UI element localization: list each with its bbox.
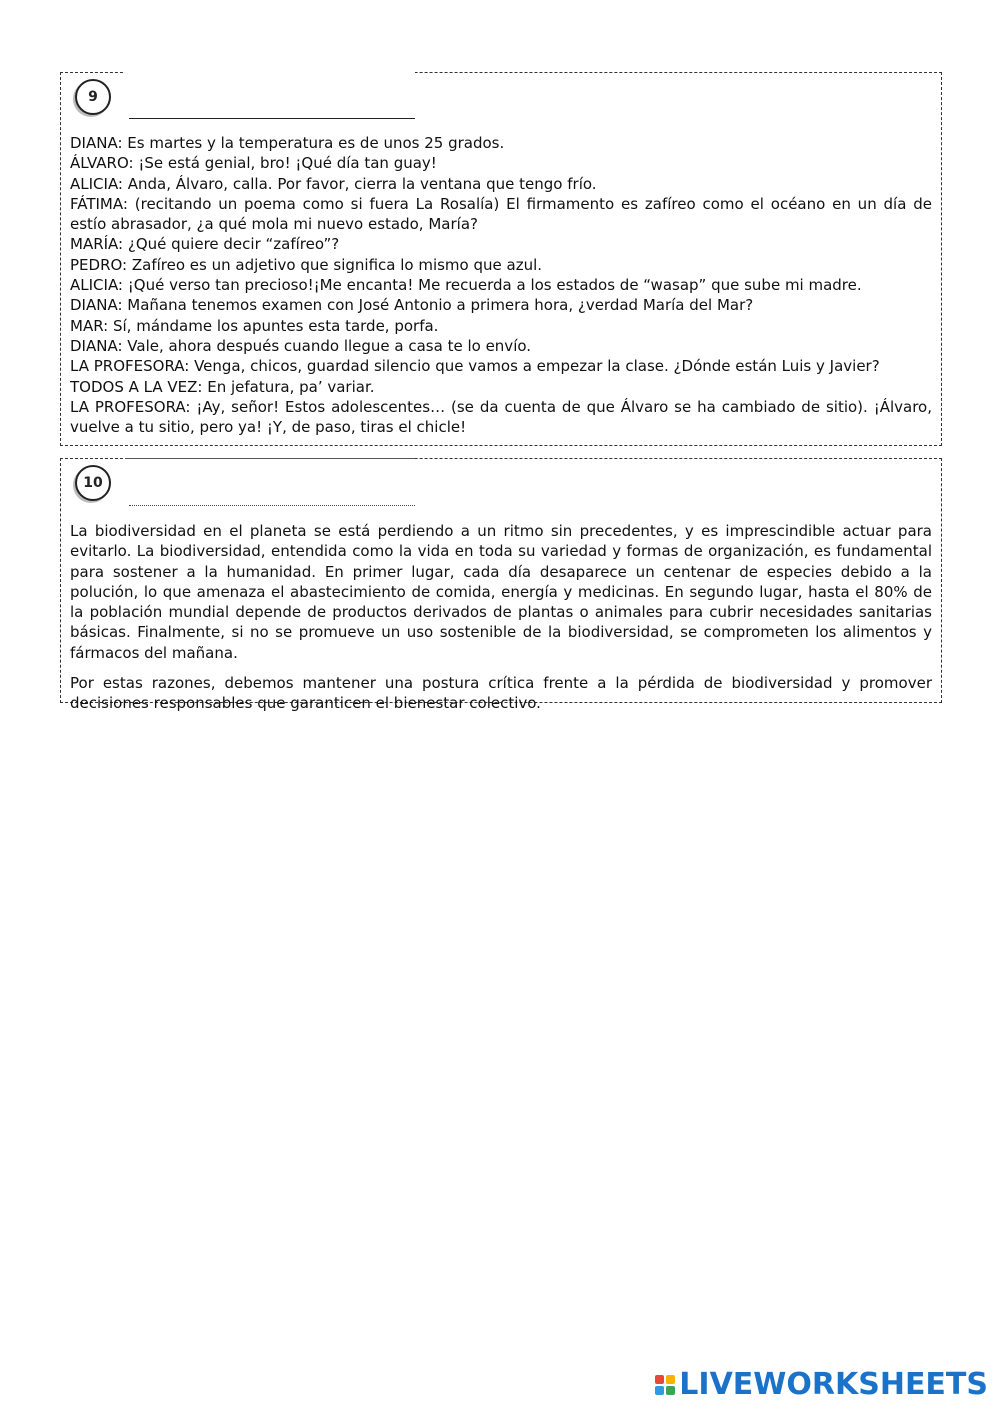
liveworksheets-logo-icon [655, 1375, 675, 1395]
dialogue-line: FÁTIMA: (recitando un poema como si fuera La Rosalía) El firmamento es zafíreo como el océano en un día de estío abrasador, ¿a qué mola mi nuevo estado, María? [70, 194, 932, 234]
liveworksheets-wordmark: LIVEWORKSHEETS [679, 1367, 988, 1402]
dialogue-line: DIANA: Mañana tenemos examen con José Antonio a primera hora, ¿verdad María del Mar? [70, 296, 754, 315]
dialogue-line: ALICIA: Anda, Álvaro, calla. Por favor, cierra la ventana que tengo frío. [70, 174, 597, 193]
dialogue-line: TODOS A LA VEZ: En jefatura, pa’ variar. [70, 377, 375, 396]
dialogue-line: LA PROFESORA: ¡Ay, señor! Estos adolescentes… (se da cuenta de que Álvaro se ha cambiado de sitio). ¡Álvaro, vuelve a tu sitio, pero ya! ¡Y, de paso, tiras el chicle! [70, 397, 932, 437]
exercise-9-number-badge: 9 [75, 79, 111, 115]
dialogue-line: MARÍA: ¿Qué quiere decir “zafíreo”? [70, 235, 340, 254]
exercise-10-box [60, 458, 942, 713]
exercise-9-box [60, 72, 942, 446]
exercise-10-top-line [125, 458, 415, 459]
exercise-9-answer-line[interactable] [129, 118, 415, 119]
dialogue-line: DIANA: Es martes y la temperatura es de unos 25 grados. [70, 134, 505, 152]
liveworksheets-brand [655, 1367, 988, 1402]
dialogue-line: ALICIA: ¡Qué verso tan precioso!¡Me encanta! Me recuerda a los estados de “wasap” que sube mi madre. [70, 276, 862, 295]
exercise-10-answer-line[interactable] [129, 505, 415, 506]
exercise-9-dialogue [70, 133, 932, 437]
logo-square [655, 1375, 664, 1384]
dialogue-line: ÁLVARO: ¡Se está genial, bro! ¡Qué día tan guay! [70, 154, 437, 173]
logo-square [666, 1375, 675, 1384]
logo-square [655, 1386, 664, 1395]
logo-square [666, 1386, 675, 1395]
dialogue-line: PEDRO: Zafíreo es un adjetivo que significa lo mismo que azul. [70, 255, 543, 274]
dialogue-line: LA PROFESORA: Venga, chicos, guardad silencio que vamos a empezar la clase. ¿Dónde están Luis y Javier? [70, 357, 880, 376]
dialogue-line: MAR: Sí, mándame los apuntes esta tarde, porfa. [70, 316, 439, 335]
exercise-10-essay [70, 521, 932, 724]
essay-paragraph: La biodiversidad en el planeta se está perdiendo a un ritmo sin precedentes, y es imprescindible actuar para evitarlo. La biodiversidad, entendida como la vida en toda su variedad y formas de organización, es fundamental para sostener a la humanidad. En primer lugar, cada día desaparece un centenar de especies debido a la polución, lo que amenaza el abastecimiento de comida, energía y medicinas. En segundo lugar, hasta el 80% de la población mundial depende de productos derivados de plantas o animales para cubrir necesidades sanitarias básicas. Finalmente, si no se promueve un uso sostenible de la biodiversidad, se comprometen los alimentos y fármacos del mañana. [70, 522, 932, 662]
exercise-9-top-gap [125, 72, 415, 74]
dialogue-line: DIANA: Vale, ahora después cuando llegue a casa te lo envío. [70, 336, 532, 355]
essay-paragraph: Por estas razones, debemos mantener una postura crítica frente a la pérdida de biodiversidad y promover decisiones responsables que garanticen el bienestar colectivo. [70, 674, 932, 713]
exercise-10-number-badge: 10 [75, 465, 111, 501]
